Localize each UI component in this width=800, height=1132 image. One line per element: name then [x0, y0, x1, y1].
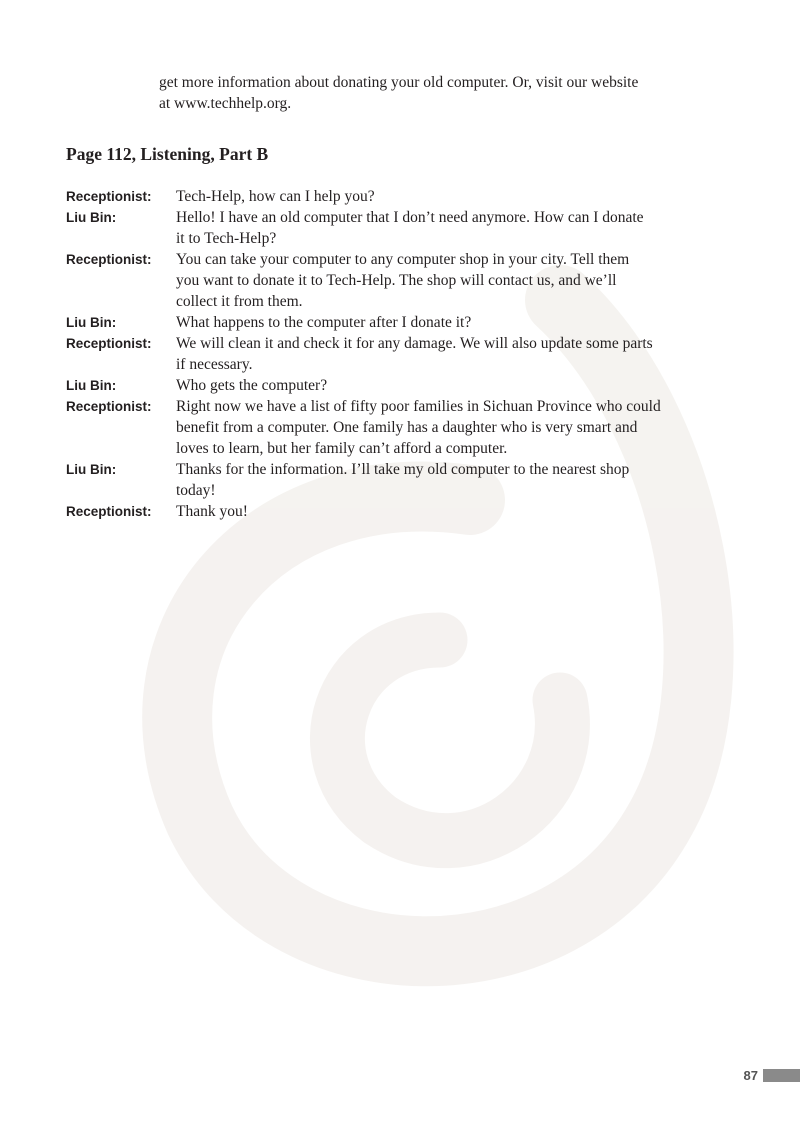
speech-text	[176, 186, 736, 207]
speaker-name: Liu Bin:	[66, 315, 117, 330]
speaker-name: Liu Bin:	[66, 378, 117, 393]
dialogue-turn	[66, 501, 746, 522]
speech-line: loves to learn, but her family can’t afford a computer.	[176, 440, 508, 457]
speech-line: benefit from a computer. One family has a daughter who is very smart and	[176, 419, 638, 436]
speech-text	[176, 207, 736, 249]
speech-text	[176, 459, 736, 501]
dialogue-turn	[66, 333, 746, 375]
speech-line: Tech-Help, how can I help you?	[176, 188, 375, 205]
speech-line: collect it from them.	[176, 293, 303, 310]
speech-text	[176, 333, 736, 375]
speech-line: it to Tech-Help?	[176, 230, 277, 247]
speech-text	[176, 501, 736, 522]
speech-line: You can take your computer to any computer shop in your city. Tell them	[176, 251, 630, 268]
speech-text	[176, 249, 736, 312]
speaker-name: Liu Bin:	[66, 462, 117, 477]
speaker-name: Receptionist:	[66, 399, 152, 414]
speech-line: if necessary.	[176, 356, 253, 373]
speaker-name: Receptionist:	[66, 336, 152, 351]
speaker-name: Receptionist:	[66, 504, 152, 519]
dialogue-turn	[66, 459, 746, 501]
speech-text	[176, 375, 736, 396]
speech-line: Thanks for the information. I’ll take my old computer to the nearest shop	[176, 461, 630, 478]
speech-line: today!	[176, 482, 216, 499]
section-heading: Page 112, Listening, Part B	[66, 144, 269, 164]
dialogue-turn	[66, 186, 746, 207]
speech-line: We will clean it and check it for any damage. We will also update some parts	[176, 335, 653, 352]
intro-line: get more information about donating your old computer. Or, visit our website	[159, 74, 639, 91]
dialogue-transcript	[66, 186, 746, 522]
speech-line: Who gets the computer?	[176, 377, 328, 394]
page-number: 87	[743, 1068, 758, 1083]
folio-bar	[763, 1069, 800, 1082]
speaker-name: Liu Bin:	[66, 210, 117, 225]
intro-paragraph	[159, 72, 739, 114]
speech-line: Thank you!	[176, 503, 248, 520]
dialogue-turn	[66, 375, 746, 396]
speaker-name: Receptionist:	[66, 189, 152, 204]
page-footer	[744, 1067, 800, 1084]
speech-line: What happens to the computer after I donate it?	[176, 314, 472, 331]
speech-line: you want to donate it to Tech-Help. The shop will contact us, and we’ll	[176, 272, 617, 289]
swirl-arc-inner	[337, 640, 562, 841]
speech-line: Right now we have a list of fifty poor families in Sichuan Province who could	[176, 398, 661, 415]
dialogue-turn	[66, 207, 746, 249]
dialogue-turn	[66, 312, 746, 333]
speech-text	[176, 396, 736, 459]
speech-line: Hello! I have an old computer that I don’t need anymore. How can I donate	[176, 209, 644, 226]
intro-line: at www.techhelp.org.	[159, 95, 292, 112]
speech-text	[176, 312, 736, 333]
speaker-name: Receptionist:	[66, 252, 152, 267]
dialogue-turn	[66, 249, 746, 312]
dialogue-turn	[66, 396, 746, 459]
